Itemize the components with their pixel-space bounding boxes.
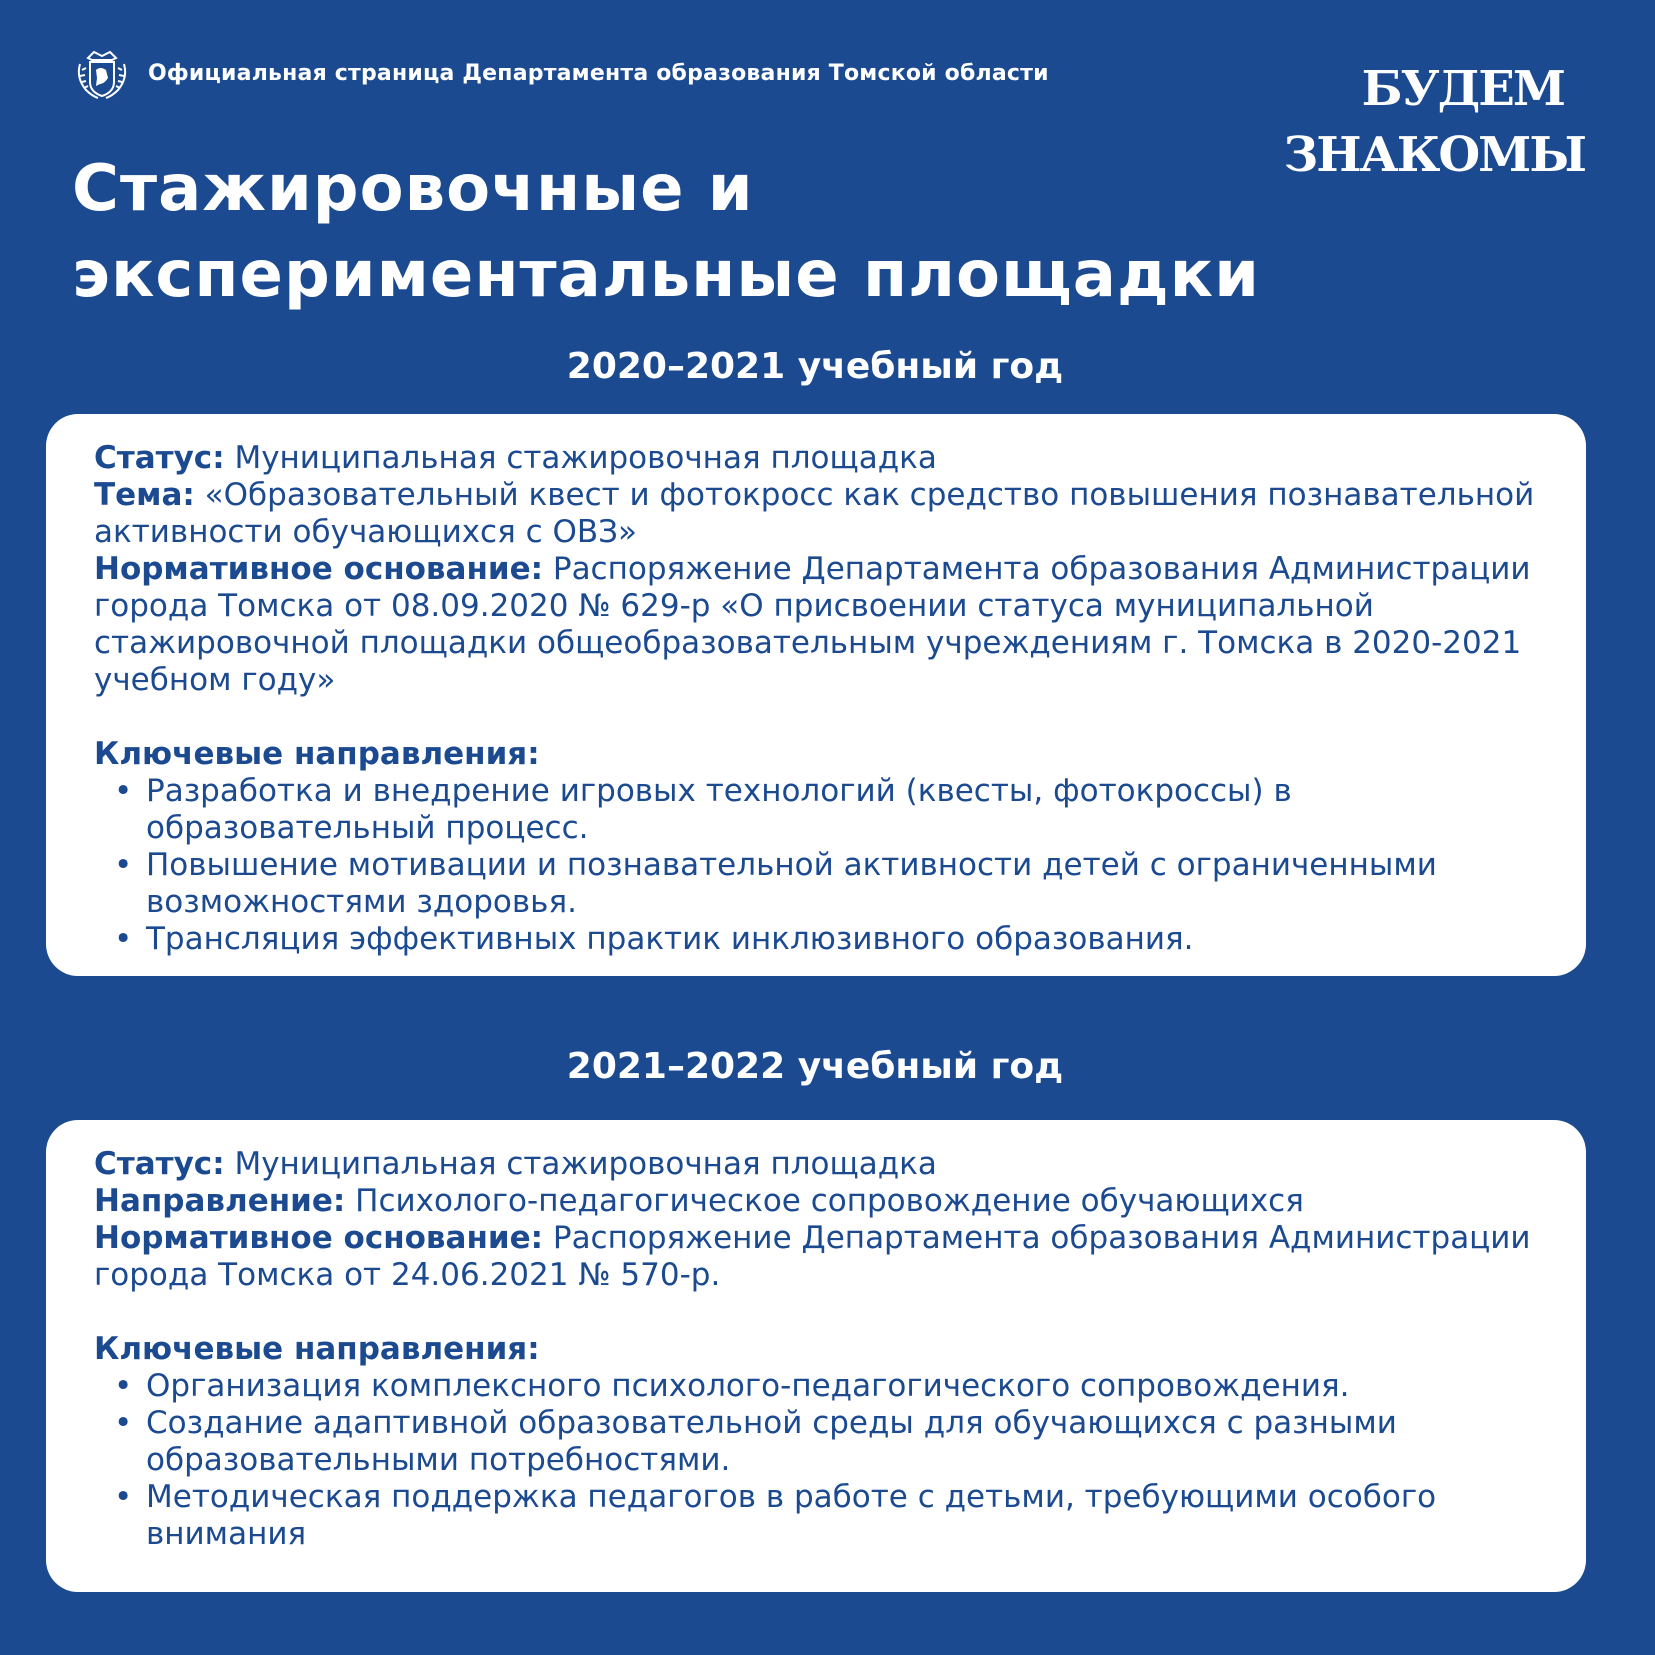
status-value: Муниципальная стажировочная площадка [224,440,937,476]
basis-value: Распоряжение Департамента образования Администрации города Томска от 08.09.2020 № 629-р «О присвоении статуса муниципальной стажировочной площадки общеобразовательным учреждениям г. Томска в 2020-2021 учебном году» [94,551,1531,698]
topic-value: «Образовательный квест и фотокросс как средство повышения познавательной активности обучающихся с ОВЗ» [94,477,1535,550]
list-item: • Методическая поддержка педагогов в работе с детьми, требующими особого внимания [146,1479,1546,1553]
key-directions-list [94,1368,1546,1553]
list-item: • Трансляция эффективных практик инклюзивного образования. [146,921,1546,958]
list-item: • Организация комплексного психолого-педагогического сопровождения. [146,1368,1546,1405]
page-title [72,146,1260,318]
status-label: Статус: [94,1146,225,1182]
basis-label: Нормативное основание: [94,1220,544,1256]
logo-budem-znakomy [1284,56,1585,188]
spacer [94,699,1546,736]
status-label: Статус: [94,440,225,476]
basis-line [94,1220,1546,1294]
list-item: • Создание адаптивной образовательной среды для обучающихся с разными образовательными потребностями. [146,1405,1546,1479]
page-header [74,44,1049,102]
status-value: Муниципальная стажировочная площадка [224,1146,937,1182]
key-directions-heading [94,736,1546,773]
key-directions-label: Ключевые направления: [94,736,540,772]
status-line [94,440,1546,477]
page-title-line-2: экспериментальные площадки [72,238,1260,312]
direction-label: Направление: [94,1183,346,1219]
header-title: Официальная страница Департамента образования Томской области [148,60,1049,86]
list-item: • Повышение мотивации и познавательной активности детей с ограниченными возможностями здоровья. [146,847,1546,921]
key-directions-list [94,773,1546,958]
logo-line-1: БУДЕМ [1361,61,1565,117]
logo-line-2: ЗНАКОМЫ [1283,127,1585,183]
direction-value: Психолого-педагогическое сопровождение обучающихся [345,1183,1304,1219]
status-line [94,1146,1546,1183]
section-year-2020: 2020–2021 учебный год [566,346,1064,387]
spacer [94,1294,1546,1331]
section-year-2021: 2021–2022 учебный год [566,1046,1064,1087]
page-title-line-1: Стажировочные и [72,152,754,226]
key-directions-heading [94,1331,1546,1368]
tomsk-crest-icon [74,44,130,102]
direction-line [94,1183,1546,1220]
basis-line [94,551,1546,699]
basis-value: Распоряжение Департамента образования Администрации города Томска от 24.06.2021 № 570-р. [94,1220,1531,1293]
topic-line [94,477,1546,551]
key-directions-label: Ключевые направления: [94,1331,540,1367]
section-card-2020 [46,414,1586,976]
list-item: • Разработка и внедрение игровых технологий (квесты, фотокроссы) в образовательный процесс. [146,773,1546,847]
basis-label: Нормативное основание: [94,551,544,587]
section-card-2021 [46,1120,1586,1592]
topic-label: Тема: [94,477,195,513]
